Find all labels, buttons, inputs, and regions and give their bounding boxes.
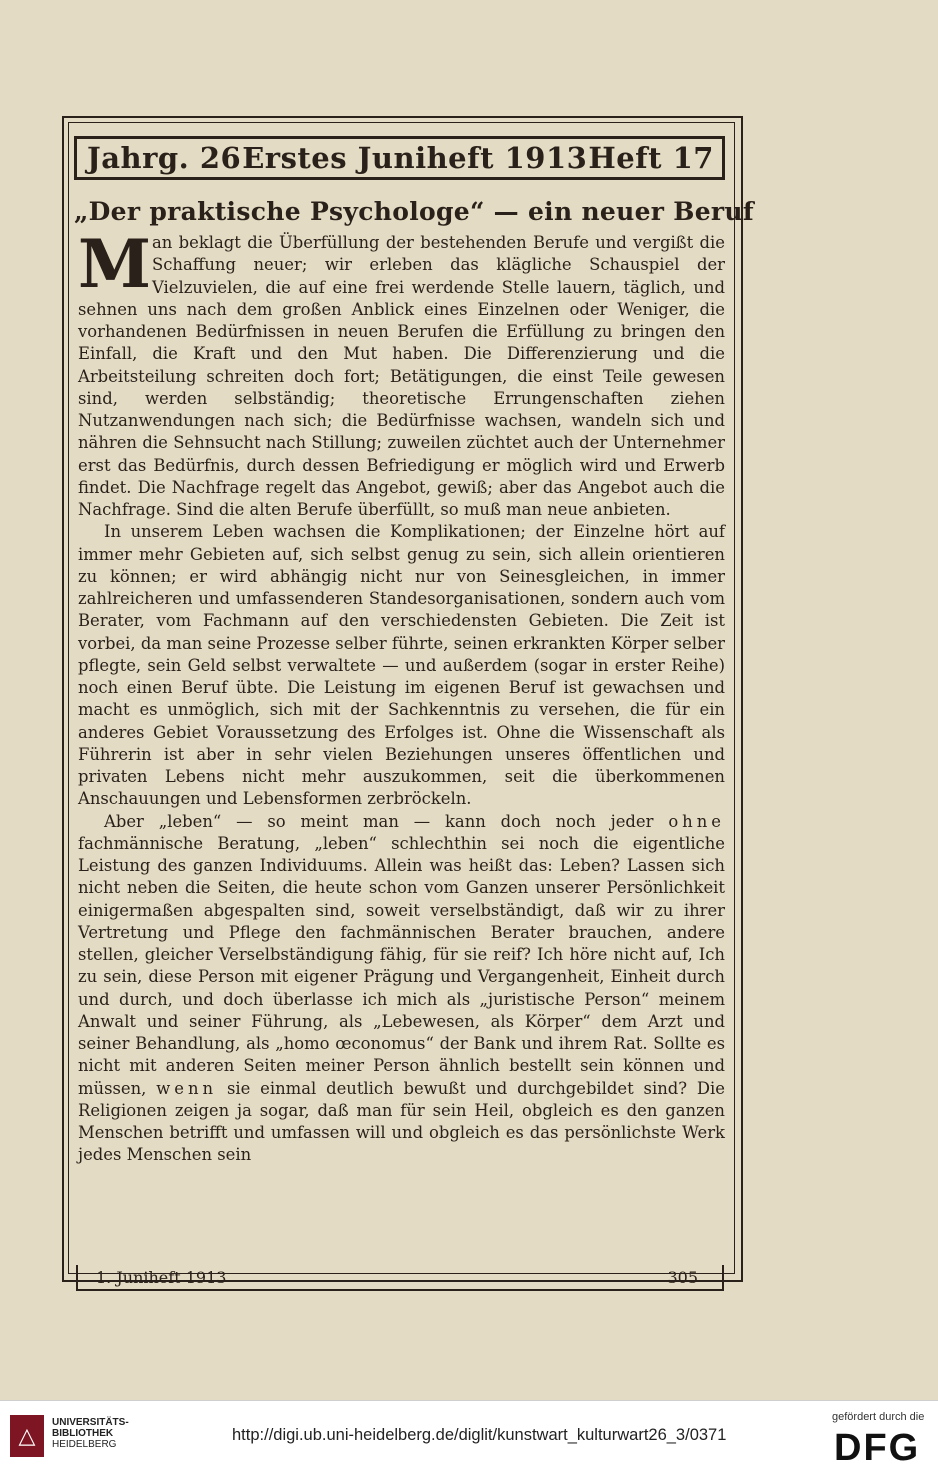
viewer-bottom-bar (0, 1400, 938, 1475)
volume-label: Jahrg. 26 (87, 141, 242, 175)
dfg-logo[interactable]: DFG (834, 1427, 921, 1469)
running-header (74, 136, 725, 180)
paragraph-3: Aber „leben“ — so meint man — kann doch noch jeder ohne fachmännische Beratung, „leben“ schlechthin sei noch die eigentliche Leistung des ganzen Individuums. Allein was heißt das: Leben? Lassen sich nicht neben die Seiten, die heute schon vom Ganzen unserer Persönlichkeit einigermaßen abgespalten sind, soweit verselbständigt, daß wir zu ihrer Vertretung und Pflege den fachmännischen Berater brauchen, andere stellen, gleicher Verselbständigung fähig, für sie reif? Ich höre nicht auf, Ich zu sein, diese Person mit eigener Prägung und Vergangenheit, Einheit durch und durch, und doch überlasse ich mich als „juristische Person“ meinem Anwalt und seiner Führung, als „Lebewesen, als Körper“ dem Arzt und seiner Behandlung, als „homo œconomus“ der Bank und ihrem Rat. Sollte es nicht mit anderen Seiten meiner Person ähnlich bestellt sein können und müssen, wenn sie einmal deutlich bewußt und durchgebildet sind? Die Religionen zeigen ja sogar, daß man für sein Heil, obgleich es den ganzen Menschen betrifft und umfassen will und obgleich es das persönlichste Werk jedes Menschen sein (78, 811, 725, 1165)
library-name: UNIVERSITÄTS- BIBLIOTHEK HEIDELBERG (52, 1417, 129, 1450)
emphasis-ohne: ohne (668, 811, 725, 831)
footer-issue: 1. Juniheft 1913 (96, 1267, 227, 1287)
page-number: 305 (667, 1267, 698, 1287)
drop-cap: M (78, 225, 152, 303)
article-title: „Der praktische Psychologe“ — ein neuer Beruf (74, 197, 754, 226)
paragraph-2: In unserem Leben wachsen die Komplikationen; der Einzelne hört auf immer mehr Gebieten auf, sich selbst genug zu sein, sich allein orientieren zu können; er wird abhängig nicht nur von Seinesgleichen, in immer zahlreicheren und umfassenderen Standesorganisationen, sondern auch vom Berater, vom Fachmann auf den verschiedensten Gebieten. Die Zeit ist vorbei, da man seine Prozesse selber führte, seinen erkrankten Körper selber pflegte, sein Geld selbst verwaltete — und außerdem (sogar in erster Reihe) noch einen Beruf übte. Die Leistung im eigenen Beruf ist gewachsen und macht es unmöglich, sich mit der Sachkenntnis zu versehen, die für ein anderes Gebiet Voraussetzung des Erfolges ist. Ohne die Wissenschaft als Führerin ist aber in sehr vielen Beziehungen unseres öffentlichen und privaten Lebens nicht mehr auszukommen, seit die überkommenen Anschauungen und Lebensformen zerbröckeln. (78, 522, 725, 809)
emphasis-wenn: wenn (156, 1078, 218, 1098)
funded-by-label: gefördert durch die (832, 1411, 925, 1423)
page-footer (76, 1265, 724, 1291)
paragraph-1 (78, 225, 725, 521)
permalink-url[interactable]: http://digi.ub.uni-heidelberg.de/diglit/kunstwart_kulturwart26_3/0371 (232, 1426, 727, 1444)
issue-number: Heft 17 (588, 141, 714, 175)
article-body (78, 225, 725, 1167)
issue-title: Erstes Juniheft 1913 (242, 141, 588, 175)
university-library-logo-icon[interactable]: △ (10, 1415, 44, 1457)
paragraph-1-text: an beklagt die Überfüllung der bestehenden Berufe und vergißt die Schaffung neuer; wir erleben das klägliche Schauspiel der Vielzuvielen, die auf eine frei werdende Stelle lauern, täglich, und sehnen uns nach dem großen Anblick eines Einzelnen oder Weniger, die vorhandenen Bedürfnissen in neuen Berufen die Erfüllung zu bringen den Einfall, die Kraft und den Mut haben. Die Differenzierung und die Arbeitsteilung schreiten doch fort; Betätigungen, die einst Teile gewesen sind, werden selbständig; theoretische Errungenschaften ziehen Nutzanwendungen nach sich; die Bedürfnisse wachsen, wandeln sich und nähren die Sehnsucht nach Stillung; zuweilen züchtet auch der Unternehmer erst das Bedürfnis, durch dessen Befriedigung er möglich wird und Erwerb findet. Die Nachfrage regelt das Angebot, gewiß; aber das Angebot auch die Nachfrage. Sind die alten Berufe überfüllt, so muß man neue anbieten. (78, 233, 725, 519)
